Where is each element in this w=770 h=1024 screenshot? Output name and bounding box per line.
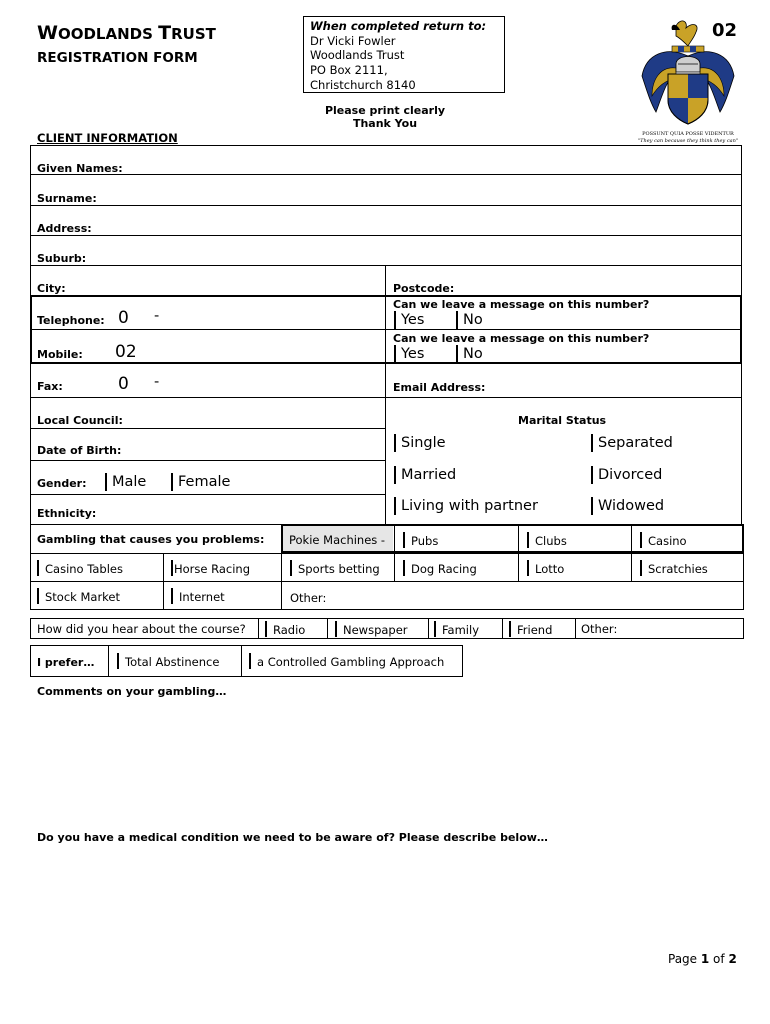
medical-area[interactable] [30,848,741,938]
given-names-line[interactable] [30,174,741,175]
gambling-lotto[interactable] [527,561,564,576]
hear-label: How did you hear about the course? [37,622,246,636]
crest-motto-translation: "They can because they think they can" [637,138,739,144]
checkbox-icon [394,434,396,452]
thanks-note: Thank You [352,117,418,130]
gambling-horse-racing[interactable] [171,561,250,576]
lotto-label: Lotto [535,562,565,576]
city-label: City: [37,282,66,295]
gambling-scratchies[interactable] [640,561,708,576]
gambling-label: Gambling that causes you problems: [37,533,265,546]
checkbox-icon [265,621,267,637]
hear-radio[interactable] [265,622,305,637]
checkbox-icon [403,532,405,548]
page-current: 1 [700,952,710,966]
checkbox-icon [394,497,396,515]
single-label: Single [401,435,446,451]
dob-line[interactable] [30,460,385,461]
mobile-message-no[interactable] [456,346,483,362]
checkbox-icon [456,345,458,363]
title-part-2: RUST [171,25,216,43]
given-names-label: Given Names: [37,162,123,175]
form-subtitle: REGISTRATION FORM [37,50,198,66]
hear-friend[interactable] [509,622,552,637]
gender-female[interactable] [171,474,230,490]
gambling-other[interactable]: Other: [290,591,327,605]
prefer-label: I prefer… [37,656,95,669]
telephone-message-no[interactable] [456,312,483,328]
married-label: Married [401,467,457,483]
return-heading: When completed return to: [310,19,487,33]
marital-divorced[interactable] [591,467,662,483]
checkbox-icon [249,653,251,669]
marital-living-with-partner[interactable] [394,498,538,514]
prefer-controlled-gambling[interactable] [249,654,444,669]
return-line-4: Christchurch 8140 [310,78,416,92]
telephone-message-question: Can we leave a message on this number? [393,298,650,311]
gambling-col-line-b [281,524,282,610]
page-of-word: of [709,952,729,966]
surname-label: Surname: [37,192,97,205]
mobile-message-question: Can we leave a message on this number? [393,332,650,345]
checkbox-icon [171,473,173,491]
newspaper-label: Newspaper [343,623,408,637]
gender-line [30,494,385,495]
marital-widowed[interactable] [591,498,664,514]
hear-col-1 [258,618,259,639]
checkbox-icon [171,560,173,576]
return-line-2: Woodlands Trust [310,48,405,62]
gambling-internet[interactable] [171,589,225,604]
mobile-prefix[interactable]: 02 [115,342,137,362]
comments-label: Comments on your gambling… [37,685,227,698]
return-line-1: Dr Vicki Fowler [310,34,396,48]
prefer-total-abstinence[interactable] [117,654,219,669]
checkbox-icon [394,466,396,484]
abstinence-label: Total Abstinence [125,655,220,669]
scratchies-label: Scratchies [648,562,708,576]
pubs-label: Pubs [411,534,439,548]
title-part-1: OODLANDS [57,25,159,43]
living-label: Living with partner [401,498,538,514]
fax-prefix[interactable]: 0 [118,374,129,394]
female-label: Female [178,474,231,490]
dob-label: Date of Birth: [37,444,122,457]
hear-col-3 [428,618,429,639]
casino-tables-label: Casino Tables [45,562,123,576]
marital-separated[interactable] [591,435,673,451]
return-line-3: PO Box 2111, [310,63,388,77]
checkbox-icon [290,560,292,576]
mobile-message-yes[interactable] [394,346,424,362]
hear-newspaper[interactable] [335,622,408,637]
gambling-pubs[interactable] [403,533,438,548]
form-title [37,22,216,44]
checkbox-icon [509,621,511,637]
hear-col-2 [327,618,328,639]
gambling-dog-racing[interactable] [403,561,477,576]
hear-other[interactable]: Other: [581,622,618,636]
medical-label: Do you have a medical condition we need to be aware of? Please describe below… [37,831,548,844]
checkbox-icon [171,588,173,604]
divorced-label: Divorced [598,467,663,483]
frame-top-line [30,145,741,146]
fax-line[interactable] [30,397,741,398]
checkbox-icon [394,345,396,363]
marital-status-title: Marital Status [518,414,607,427]
address-line[interactable] [30,235,741,236]
local-council-line[interactable] [30,428,385,429]
telephone-label: Telephone: [37,314,105,327]
print-note: Please print clearly [324,104,446,117]
gambling-row-line-2 [30,581,744,582]
crest-logo-icon [636,16,740,134]
checkbox-icon [456,311,458,329]
gambling-pokie: Pokie Machines - [289,533,386,547]
checkbox-icon [434,621,436,637]
friend-label: Friend [517,623,553,637]
fax-dash: - [154,374,160,390]
gambling-stock-market[interactable] [37,589,120,604]
checkbox-icon [591,497,593,515]
page-word: Page [668,952,701,966]
checkbox-icon [117,653,119,669]
checkbox-icon [105,473,107,491]
no-label: No [463,312,483,328]
marital-single[interactable] [394,435,446,451]
checkbox-icon [394,311,396,329]
section-title-client-info: CLIENT INFORMATION [37,131,178,145]
hear-family[interactable] [434,622,479,637]
horse-racing-label: Horse Racing [174,562,251,576]
email-label: Email Address: [393,381,486,394]
casino-label: Casino [648,534,687,548]
no-label: No [463,346,483,362]
stock-market-label: Stock Market [45,590,121,604]
gambling-row-line-1 [30,553,744,554]
checkbox-icon [591,434,593,452]
gambling-col-line-d [518,524,519,581]
gambling-casino-tables[interactable] [37,561,123,576]
checkbox-icon [335,621,337,637]
checkbox-icon [37,588,39,604]
comments-area[interactable] [30,702,741,822]
gambling-col-line-c [394,524,395,581]
gender-label: Gender: [37,477,87,490]
prefer-col-2 [241,645,242,677]
gambling-clubs[interactable] [527,533,567,548]
telephone-message-yes[interactable] [394,312,424,328]
title-letter-w: W [37,22,58,44]
ethnicity-label: Ethnicity: [37,507,97,520]
sports-betting-label: Sports betting [298,562,380,576]
gender-male[interactable] [105,474,146,490]
page-number [668,952,737,966]
crest-motto: POSSUNT QUIA POSSE VIDENTUR [642,131,734,137]
checkbox-icon [527,532,529,548]
clubs-label: Clubs [535,534,567,548]
checkbox-icon [527,560,529,576]
marital-married[interactable] [394,467,456,483]
internet-label: Internet [179,590,225,604]
male-label: Male [112,474,147,490]
postcode-label: Postcode: [393,282,455,295]
fax-label: Fax: [37,380,63,393]
radio-label: Radio [273,623,306,637]
hear-col-4 [502,618,503,639]
checkbox-icon [403,560,405,576]
checkbox-icon [591,466,593,484]
title-letter-t: T [158,22,172,44]
surname-line[interactable] [30,205,741,206]
telephone-dash: - [154,308,160,324]
widowed-label: Widowed [598,498,665,514]
suburb-label: Suburb: [37,252,87,265]
family-label: Family [442,623,480,637]
local-council-label: Local Council: [37,414,123,427]
checkbox-icon [640,560,642,576]
phone-divider-line [30,329,741,330]
checkbox-icon [37,560,39,576]
gambling-casino[interactable] [640,533,687,548]
return-address-box [303,16,505,93]
prefer-col-1 [108,645,109,677]
telephone-prefix[interactable]: 0 [118,308,129,328]
dog-racing-label: Dog Racing [411,562,477,576]
controlled-label: a Controlled Gambling Approach [257,655,445,669]
checkbox-icon [640,532,642,548]
gambling-col-line-e [631,524,632,581]
page-total: 2 [728,952,737,966]
gambling-col-line-a [163,553,164,610]
address-label: Address: [37,222,92,235]
mobile-label: Mobile: [37,348,83,361]
hear-col-5 [575,618,576,639]
gambling-sports-betting[interactable] [290,561,380,576]
yes-label: Yes [401,346,425,362]
separated-label: Separated [598,435,673,451]
form-code: 02 [712,20,738,41]
yes-label: Yes [401,312,425,328]
